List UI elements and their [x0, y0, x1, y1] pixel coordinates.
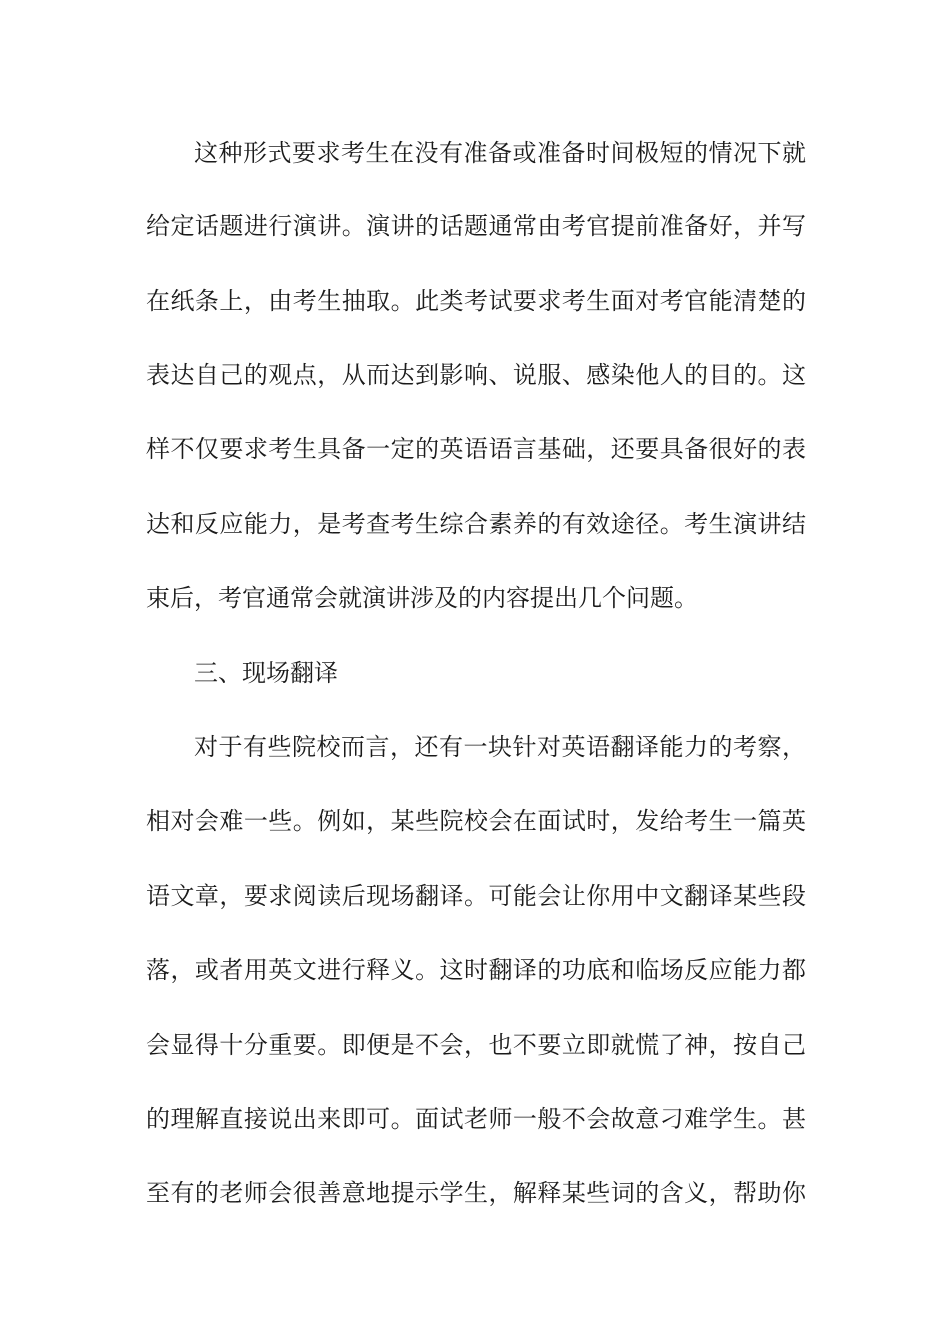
paragraph-2-line-2: 相对会难一些。例如，某些院校会在面试时，发给考生一篇英	[146, 807, 806, 835]
paragraph-2-line-4: 落，或者用英文进行释义。这时翻译的功底和临场反应能力都	[146, 956, 806, 984]
paragraph-1-line-4: 表达自己的观点，从而达到影响、说服、感染他人的目的。这	[146, 361, 806, 389]
paragraph-2-line-7: 至有的老师会很善意地提示学生，解释某些词的含义，帮助你	[146, 1179, 806, 1207]
paragraph-2-line-3: 语文章，要求阅读后现场翻译。可能会让你用中文翻译某些段	[146, 882, 806, 910]
paragraph-1-line-1: 这种形式要求考生在没有准备或准备时间极短的情况下就	[194, 139, 806, 167]
paragraph-2-line-1: 对于有些院校而言，还有一块针对英语翻译能力的考察，	[194, 733, 806, 761]
paragraph-1-line-7: 束后，考官通常会就演讲涉及的内容提出几个问题。	[146, 584, 698, 612]
paragraph-1-line-6: 达和反应能力，是考查考生综合素养的有效途径。考生演讲结	[146, 510, 806, 538]
paragraph-2-line-6: 的理解直接说出来即可。面试老师一般不会故意刁难学生。甚	[146, 1105, 806, 1133]
paragraph-1-line-3: 在纸条上，由考生抽取。此类考试要求考生面对考官能清楚的	[146, 287, 806, 315]
paragraph-1-line-5: 样不仅要求考生具备一定的英语语言基础，还要具备很好的表	[146, 435, 806, 463]
section-heading: 三、现场翻译	[194, 659, 338, 687]
paragraph-1-line-2: 给定话题进行演讲。演讲的话题通常由考官提前准备好，并写	[146, 212, 806, 240]
paragraph-2-line-5: 会显得十分重要。即便是不会，也不要立即就慌了神，按自己	[146, 1031, 806, 1059]
